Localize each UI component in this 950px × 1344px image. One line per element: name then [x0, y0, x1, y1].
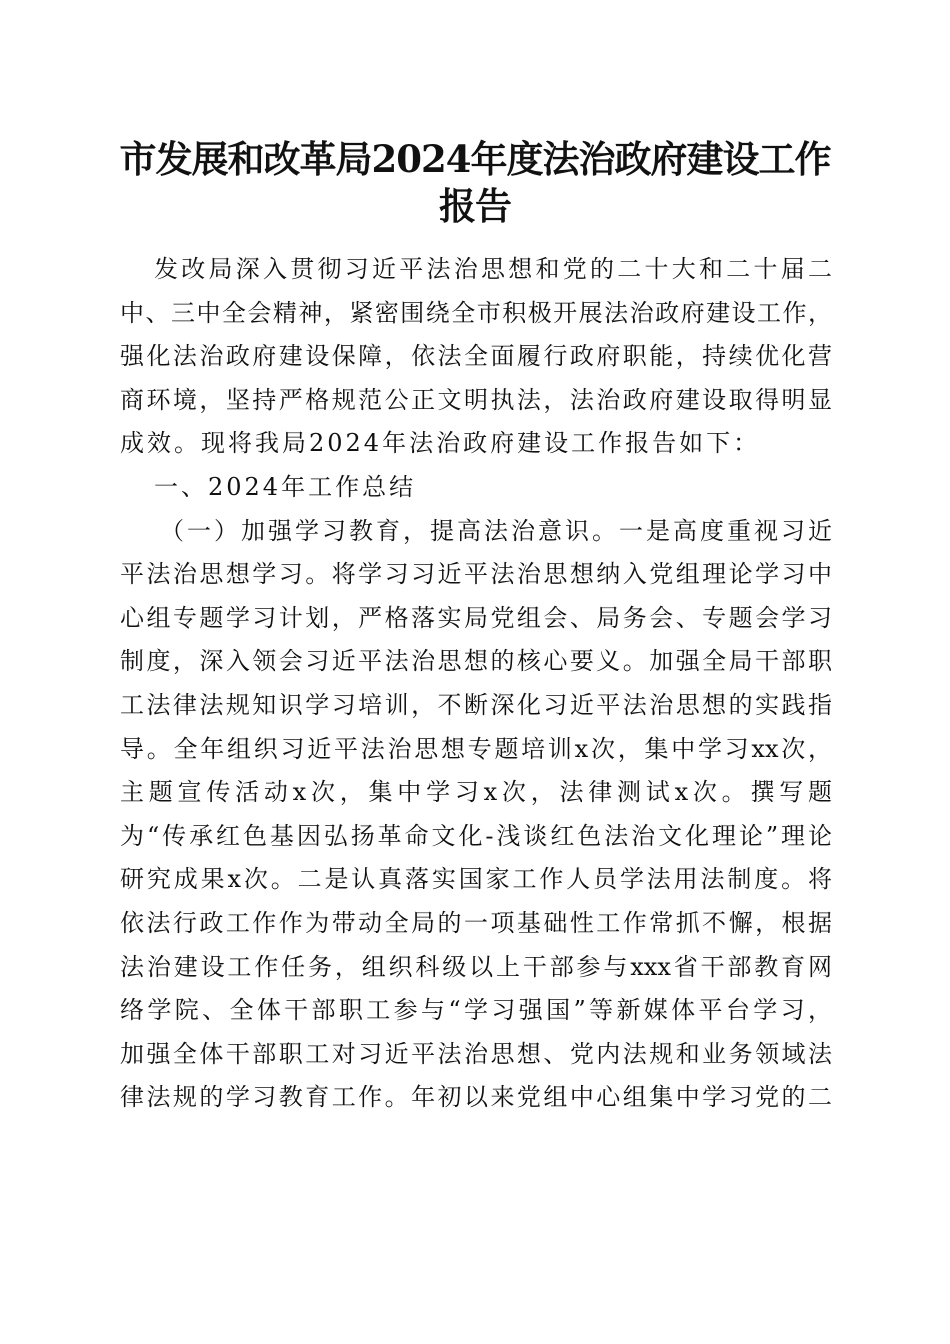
paragraph-line: 导。全年组织习近平法治思想专题培训x次，集中学习xx次，	[120, 734, 832, 763]
intro-line: 发改局深入贯彻习近平法治思想和党的二十大和二十届二	[154, 255, 832, 283]
paragraph-line: 研究成果x次。二是认真落实国家工作人员学法用法制度。将	[120, 865, 832, 894]
title-line-1: 市发展和改革局2024年度法治政府建设工作	[119, 137, 831, 181]
paragraph-line: 制度，深入领会习近平法治思想的核心要义。加强全局干部职	[120, 647, 832, 676]
title-line-2: 报告	[439, 184, 511, 228]
paragraph-line: 工法律法规知识学习培训，不断深化习近平法治思想的实践指	[120, 690, 832, 719]
paragraph-line: 心组专题学习计划，严格落实局党组会、局务会、专题会学习	[120, 603, 832, 632]
paragraph-line: 法治建设工作任务，组织科级以上干部参与xxx省干部教育网	[120, 952, 832, 981]
intro-line: 强化法治政府建设保障，依法全面履行政府职能，持续优化营	[120, 342, 832, 371]
intro-paragraph	[120, 248, 832, 466]
paragraph-line: 加强全体干部职工对习近平法治思想、党内法规和业务领域法	[120, 1039, 832, 1068]
paragraph-line: 络学院、全体干部职工参与“学习强国”等新媒体平台学习，	[120, 996, 832, 1025]
paragraph-line: 为“传承红色基因弘扬革命文化-浅谈红色法治文化理论”理论	[120, 821, 832, 850]
paragraph-line: 主题宣传活动x次，集中学习x次，法律测试x次。撰写题	[120, 778, 832, 807]
paragraph-line: 平法治思想学习。将学习习近平法治思想纳入党组理论学习中	[120, 560, 832, 589]
paragraph-line: 依法行政工作作为带动全局的一项基础性工作常抓不懈，根据	[120, 908, 832, 937]
document-title	[100, 136, 850, 230]
intro-line: 成效。现将我局2024年法治政府建设工作报告如下：	[120, 429, 761, 458]
document-body	[120, 248, 832, 1120]
paragraph-line: 律法规的学习教育工作。年初以来党组中心组集中学习党的二	[120, 1083, 832, 1112]
intro-line: 中、三中全会精神，紧密围绕全市积极开展法治政府建设工作，	[120, 298, 832, 327]
subsection-paragraph	[120, 510, 832, 1120]
intro-line: 商环境，坚持严格规范公正文明执法，法治政府建设取得明显	[120, 385, 832, 414]
section-heading: 一、2024年工作总结	[154, 472, 417, 501]
paragraph-line: （一）加强学习教育，提高法治意识。一是高度重视习近	[160, 516, 832, 545]
